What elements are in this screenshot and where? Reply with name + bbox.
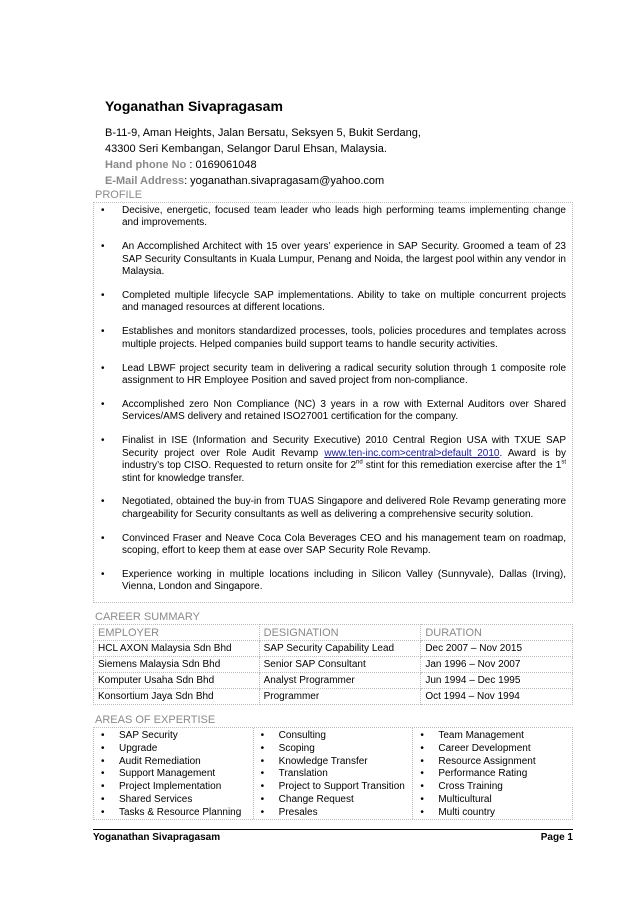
header-duration: DURATION (421, 625, 573, 641)
duration-cell: Jan 1996 – Nov 2007 (421, 657, 573, 673)
designation-cell: Analyst Programmer (259, 673, 421, 689)
profile-item: • Negotiated, obtained the buy-in from TUAS Singapore and delivered Role Revamp generating more chargeability for Security consultants as well as delivering a comprehensive security solution. (94, 496, 566, 521)
profile-list (94, 203, 572, 594)
career-table (93, 624, 573, 705)
list-item: • Shared Services (94, 794, 253, 807)
finalist-text-1: Finalist in ISE (Information and Security Executive) 2010 Central Region USA with TXUE SAP Security project over Role Audit Revamp (122, 435, 566, 459)
finalist-text-3: stint for this remediation exercise after the 1 (362, 460, 562, 472)
list-item: • Project to Support Transition (254, 781, 413, 794)
profile-item: • Decisive, energetic, focused team leader who leads high performing teams implementing change and improvements. (94, 205, 566, 230)
designation-cell: Programmer (259, 689, 421, 705)
expertise-column-1 (94, 728, 254, 819)
employer-cell: HCL AXON Malaysia Sdn Bhd (94, 641, 260, 657)
list-item: • Audit Remediation (94, 756, 253, 769)
header-employer: EMPLOYER (94, 625, 260, 641)
table-row (94, 657, 573, 673)
profile-heading: PROFILE (95, 189, 143, 201)
email-line (105, 173, 421, 189)
list-item: • Support Management (94, 768, 253, 781)
ordinal-st: st (561, 459, 566, 466)
list-item: • Multi country (413, 807, 572, 820)
list-item: • SAP Security (94, 730, 253, 743)
header-designation: DESIGNATION (259, 625, 421, 641)
table-row (94, 689, 573, 705)
employer-cell: Komputer Usaha Sdn Bhd (94, 673, 260, 689)
profile-item: • Lead LBWF project security team in delivering a radical security solution through 1 composite role assignment to HR Employee Position and saved project from non-compliance. (94, 363, 566, 388)
phone-value: : 0169061048 (186, 159, 257, 171)
email-label: E-Mail Address (105, 175, 185, 187)
candidate-name: Yoganathan Sivapragasam (105, 98, 283, 114)
list-item: • Multicultural (413, 794, 572, 807)
address-line-2: 43300 Seri Kembangan, Selangor Darul Ehsan, Malaysia. (105, 143, 387, 155)
expertise-column-2 (254, 728, 414, 819)
profile-item: • An Accomplished Architect with 15 over years’ experience in SAP Security. Groomed a team of 23 SAP Security Consultants in Kuala Lumpur, Penang and Noida, the largest pool within any vendor in Malaysia. (94, 241, 566, 278)
profile-item: • Accomplished zero Non Compliance (NC) 3 years in a row with External Auditors over Shared Services/AMS delivery and retained ISO27001 certification for the company. (94, 399, 566, 424)
list-item: • Scoping (254, 743, 413, 756)
profile-item: • Completed multiple lifecycle SAP implementations. Ability to take on multiple concurrent projects and managed resources at different locations. (94, 290, 566, 315)
ordinal-nd: nd (356, 459, 363, 466)
expertise-heading: AREAS OF EXPERTISE (95, 714, 216, 726)
designation-cell: SAP Security Capability Lead (259, 641, 421, 657)
table-row (94, 673, 573, 689)
expertise-grid (93, 727, 573, 820)
career-heading: CAREER SUMMARY (95, 611, 200, 623)
phone-line (105, 157, 421, 173)
profile-box (93, 202, 573, 603)
list-item: • Resource Assignment (413, 756, 572, 769)
list-item: • Change Request (254, 794, 413, 807)
profile-item: • Establishes and monitors standardized processes, tools, policies procedures and templates across multiple projects. Helped companies build support teams to handle security activities. (94, 326, 566, 351)
list-item: • Cross Training (413, 781, 572, 794)
email-value: : yoganathan.sivapragasam@yahoo.com (184, 175, 385, 187)
duration-cell: Jun 1994 – Dec 1995 (421, 673, 573, 689)
finalist-text-2: . Award is by industry’s top CISO. Requested to return onsite for 2 (122, 447, 566, 472)
designation-cell: Senior SAP Consultant (259, 657, 421, 673)
contact-block (105, 125, 421, 189)
list-item: • Consulting (254, 730, 413, 743)
list-item: • Knowledge Transfer (254, 756, 413, 769)
profile-item: • Convinced Fraser and Neave Coca Cola Beverages CEO and his management team on roadmap, scoping, effort to keep them at ease over SAP Security Role Revamp. (94, 533, 566, 558)
finalist-text-4: stint for knowledge transfer. (122, 472, 245, 484)
expertise-column-3 (413, 728, 572, 819)
list-item: • Translation (254, 768, 413, 781)
employer-cell: Konsortium Jaya Sdn Bhd (94, 689, 260, 705)
list-item: • Team Management (413, 730, 572, 743)
list-item: • Career Development (413, 743, 572, 756)
duration-cell: Dec 2007 – Nov 2015 (421, 641, 573, 657)
list-item: • Project Implementation (94, 781, 253, 794)
address-line-1: B-11-9, Aman Heights, Jalan Bersatu, Seksyen 5, Bukit Serdang, (105, 127, 421, 139)
list-item: • Presales (254, 807, 413, 820)
footer-name: Yoganathan Sivapragasam (93, 832, 221, 843)
list-item: • Performance Rating (413, 768, 572, 781)
page-footer (93, 829, 573, 843)
career-header-row (94, 625, 573, 641)
employer-cell: Siemens Malaysia Sdn Bhd (94, 657, 260, 673)
duration-cell: Oct 1994 – Nov 1994 (421, 689, 573, 705)
profile-item: • Experience working in multiple locations including in Silicon Valley (Sunnyvale), Dallas (Irving), Vienna, London and Singapore. (94, 569, 566, 594)
table-row (94, 641, 573, 657)
award-link[interactable]: www.ten-inc.com>central>default_2010 (324, 447, 500, 459)
phone-label: Hand phone No (105, 159, 187, 171)
list-item: • Tasks & Resource Planning (94, 807, 253, 820)
profile-item-finalist (94, 435, 566, 485)
list-item: • Upgrade (94, 743, 253, 756)
page-number: Page 1 (540, 832, 573, 843)
